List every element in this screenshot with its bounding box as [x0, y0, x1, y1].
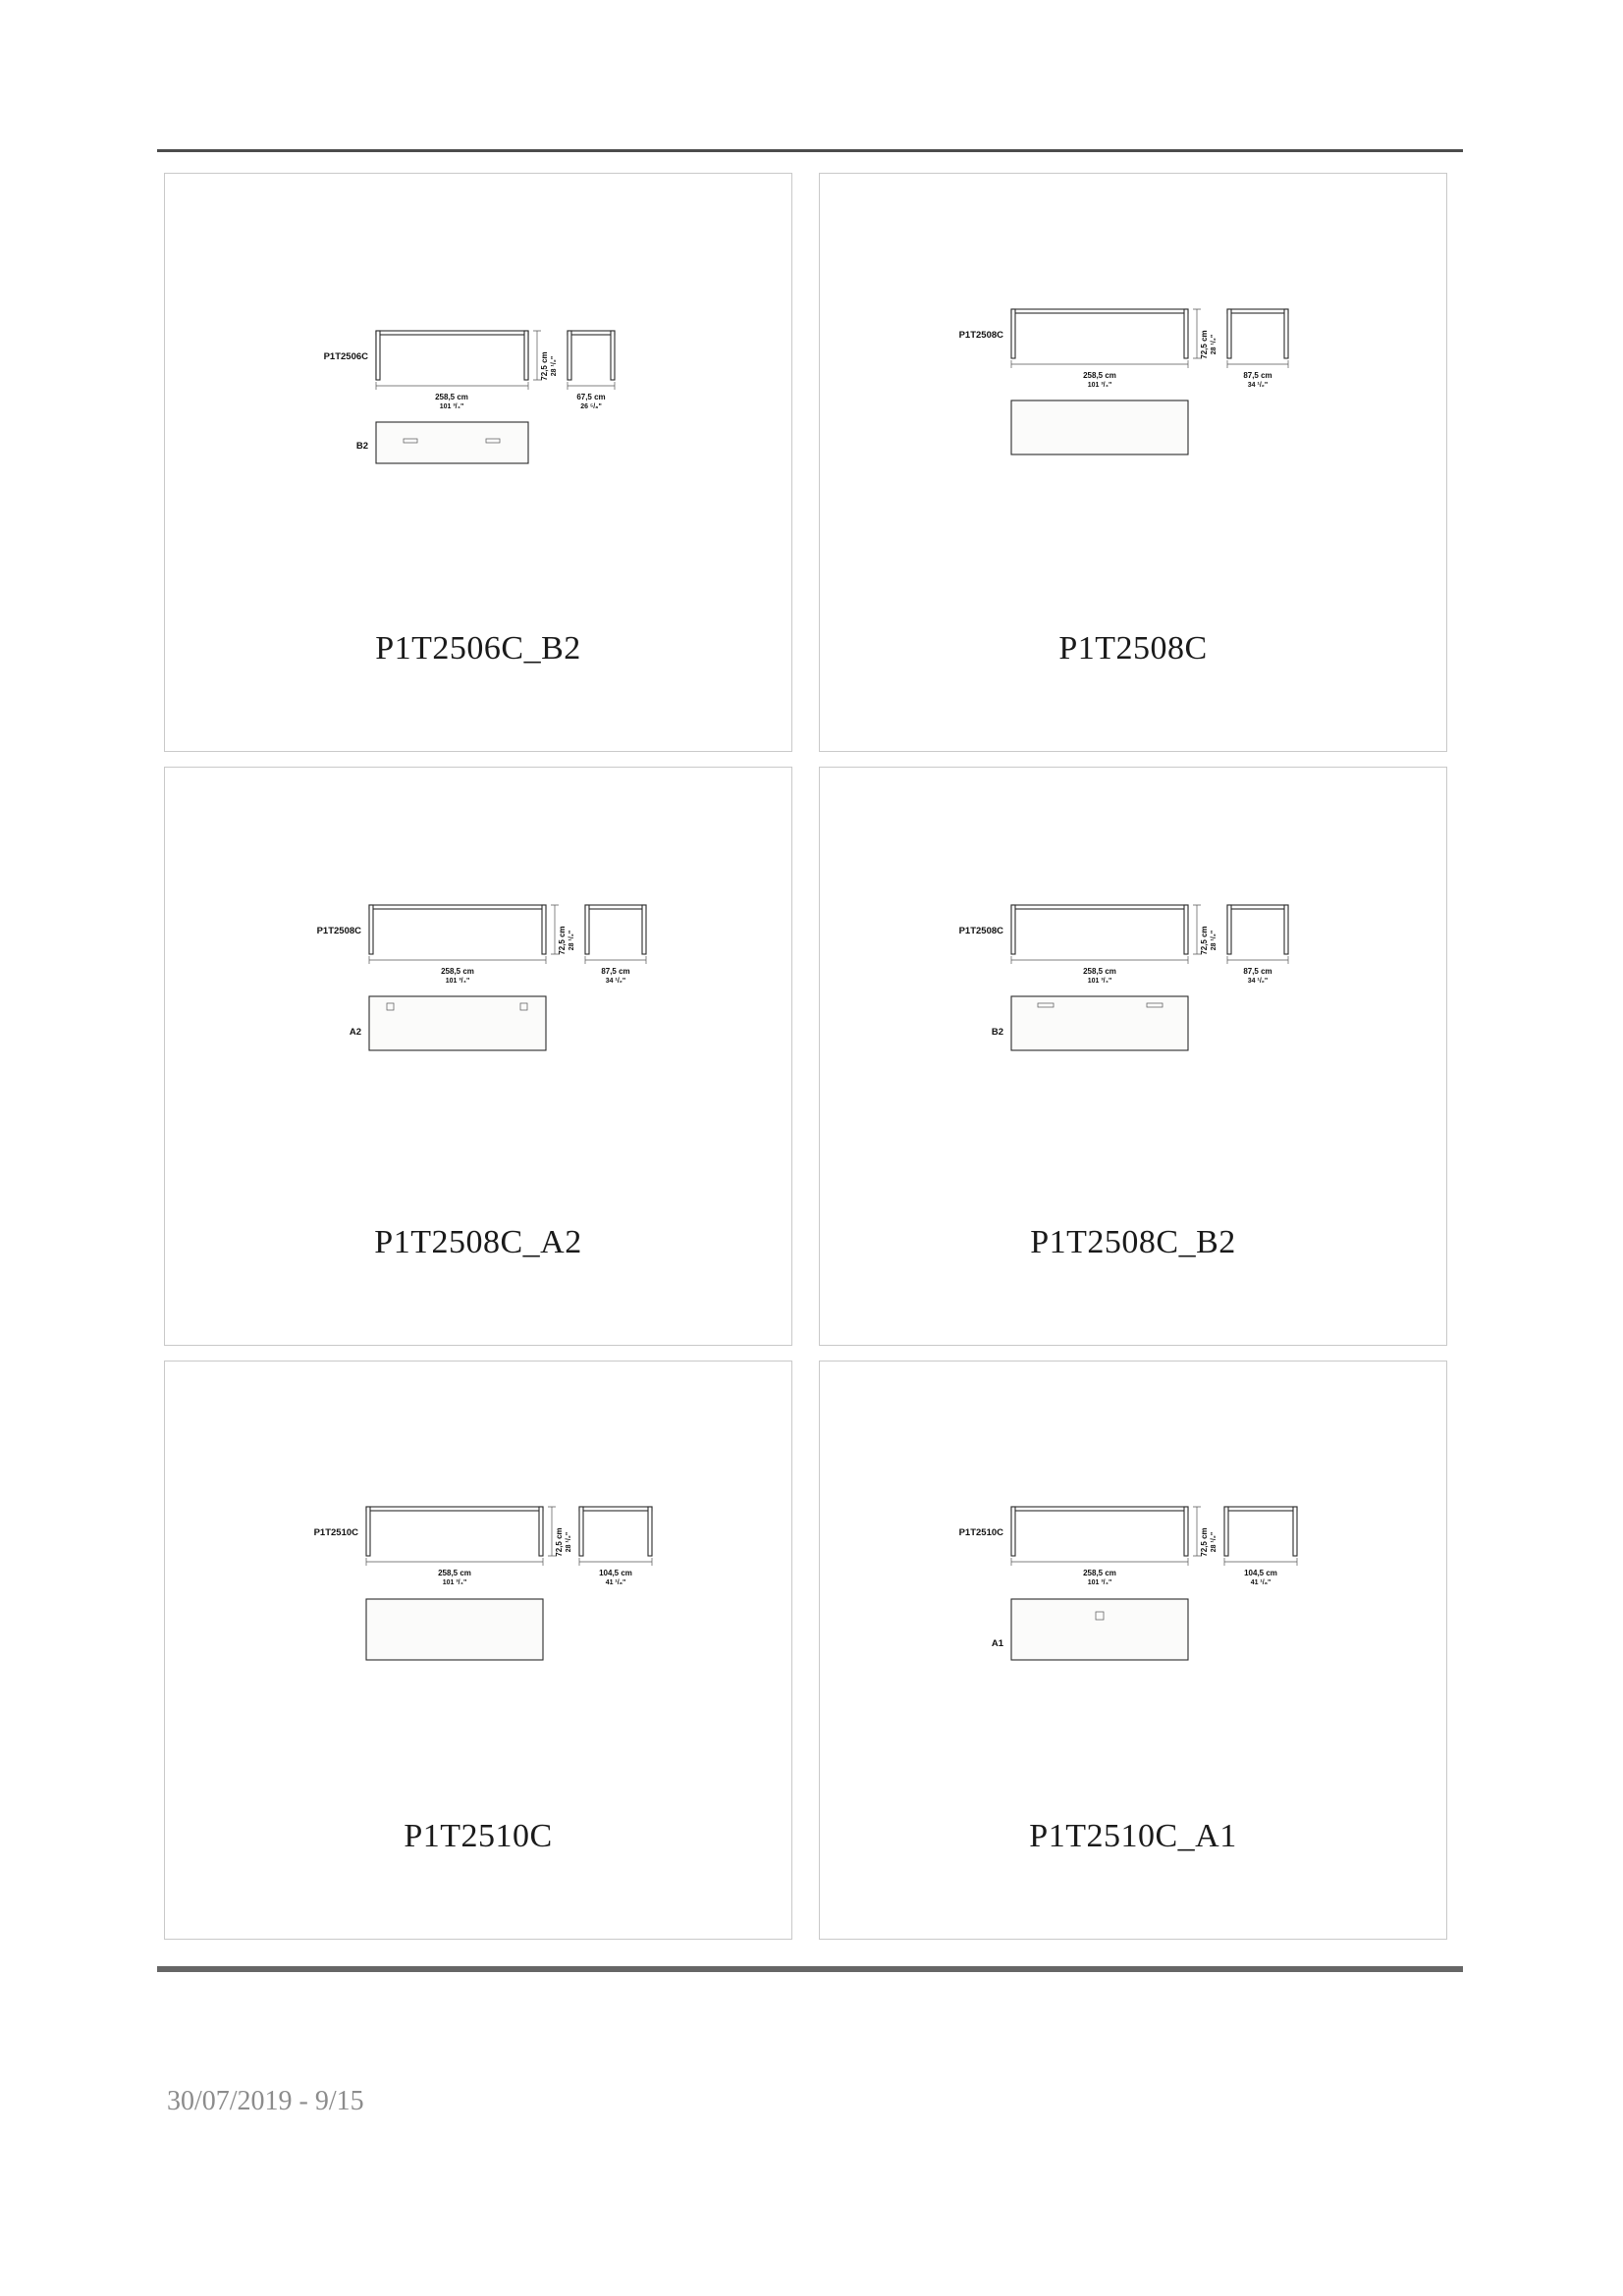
technical-drawing — [820, 1362, 1446, 1774]
front-width-in: 101 ³/₄" — [1087, 1579, 1112, 1586]
bottom-divider — [157, 1966, 1463, 1972]
front-height-cm: 72,5 cm — [558, 926, 567, 955]
front-width-in: 101 ³/₄" — [1087, 382, 1112, 389]
front-width-in: 101 ³/₄" — [442, 1579, 467, 1586]
product-cell[interactable] — [164, 1361, 792, 1940]
page-footer: 30/07/2019 - 9/15 — [167, 2086, 364, 2116]
front-height-cm: 72,5 cm — [1200, 926, 1209, 955]
side-width-in: 41 ¹/₈" — [605, 1579, 626, 1586]
front-height-cm: 72,5 cm — [1200, 1527, 1209, 1557]
product-code-label: P1T2508C — [958, 330, 1003, 341]
front-height-in: 28 ¹/₂" — [568, 930, 575, 951]
variant-label: A1 — [991, 1638, 1003, 1649]
technical-drawing — [165, 174, 791, 586]
front-height-in: 28 ¹/₂" — [1211, 930, 1217, 951]
product-title: P1T2508C_B2 — [1030, 1224, 1236, 1260]
product-code-label: P1T2510C — [958, 1527, 1003, 1538]
product-cell[interactable] — [164, 767, 792, 1346]
product-title: P1T2506C_B2 — [375, 630, 581, 667]
front-height-in: 28 ¹/₂" — [566, 1531, 572, 1553]
front-height-cm: 72,5 cm — [1200, 330, 1209, 359]
product-code-label: P1T2506C — [323, 351, 368, 362]
product-title: P1T2510C_A1 — [1029, 1818, 1237, 1854]
front-width-cm: 258,5 cm — [1083, 1569, 1116, 1577]
front-width-cm: 258,5 cm — [1083, 371, 1116, 380]
side-width-cm: 104,5 cm — [599, 1569, 632, 1577]
variant-label: B2 — [991, 1027, 1003, 1038]
front-width-in: 101 ³/₄" — [1087, 978, 1112, 985]
front-height-cm: 72,5 cm — [555, 1527, 564, 1557]
front-height-in: 28 ¹/₂" — [1211, 1531, 1217, 1553]
front-width-in: 101 ³/₄" — [439, 403, 464, 410]
side-width-cm: 67,5 cm — [576, 393, 606, 401]
technical-drawing — [820, 768, 1446, 1180]
side-width-in: 34 ¹/₂" — [605, 978, 626, 985]
product-title: P1T2508C — [1058, 630, 1208, 667]
front-width-cm: 258,5 cm — [438, 1569, 471, 1577]
front-width-cm: 258,5 cm — [435, 393, 468, 401]
technical-drawing — [165, 768, 791, 1180]
side-width-cm: 87,5 cm — [1243, 967, 1272, 976]
side-width-cm: 87,5 cm — [1243, 371, 1272, 380]
product-title: P1T2508C_A2 — [374, 1224, 582, 1260]
product-cell[interactable] — [819, 173, 1447, 752]
technical-drawing — [165, 1362, 791, 1774]
variant-label: A2 — [349, 1027, 361, 1038]
product-cell[interactable] — [819, 767, 1447, 1346]
variant-label: B2 — [355, 441, 368, 452]
side-width-in: 41 ¹/₈" — [1250, 1579, 1271, 1586]
side-width-in: 34 ¹/₂" — [1247, 382, 1269, 389]
side-width-in: 34 ¹/₂" — [1247, 978, 1269, 985]
product-code-label: P1T2510C — [313, 1527, 358, 1538]
front-height-in: 28 ¹/₂" — [1211, 334, 1217, 355]
front-width-in: 101 ³/₄" — [445, 978, 470, 985]
product-cell[interactable] — [164, 173, 792, 752]
front-width-cm: 258,5 cm — [1083, 967, 1116, 976]
product-title: P1T2510C — [404, 1818, 553, 1854]
product-code-label: P1T2508C — [316, 926, 361, 936]
top-divider — [157, 149, 1463, 152]
product-grid — [164, 173, 1460, 1949]
technical-drawing — [820, 174, 1446, 586]
side-width-in: 26 ⁵/₈" — [580, 403, 602, 410]
front-width-cm: 258,5 cm — [441, 967, 474, 976]
front-height-cm: 72,5 cm — [540, 351, 549, 381]
side-width-cm: 104,5 cm — [1244, 1569, 1277, 1577]
side-width-cm: 87,5 cm — [601, 967, 630, 976]
product-code-label: P1T2508C — [958, 926, 1003, 936]
front-height-in: 28 ¹/₂" — [551, 355, 558, 377]
product-cell[interactable] — [819, 1361, 1447, 1940]
